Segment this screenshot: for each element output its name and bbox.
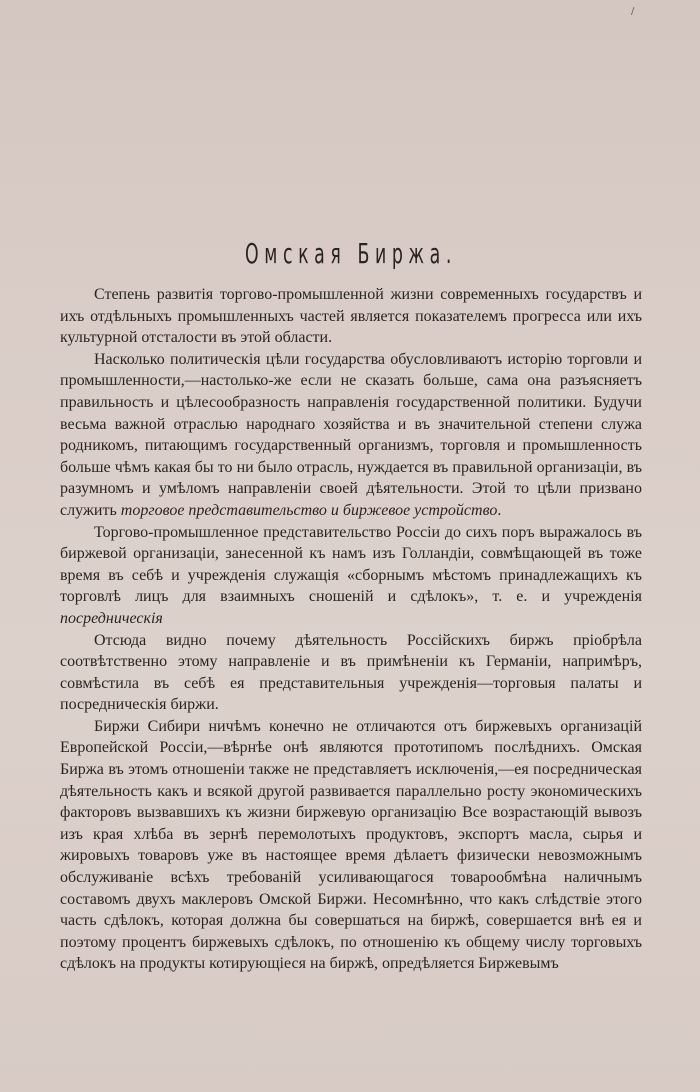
document-title: Омская Биржа. (245, 237, 457, 270)
paragraph-2-italic: торговое представительство и биржевое устройство (120, 501, 498, 519)
corner-mark: / (631, 6, 635, 17)
paragraph-4 (60, 630, 642, 716)
paragraph-5-text: Биржи Сибири ничѣмъ конечно не отличаются отъ биржевыхъ организацій Европейской Россіи,—вѣрнѣе онѣ являются прототипомъ послѣднихъ. Омская Биржа въ этомъ отношеніи также не представляетъ исключенія,—ея посредническая дѣятельность какъ и всякой другой развивается параллельно росту экономическихъ факторовъ вызвавшихъ къ жизни биржевую организацію Все возрастающій вывозъ изъ края хлѣба въ зернѣ перемолотыхъ продуктовъ, экспортъ масла, сырья и жировыхъ товаровъ уже въ настоящее время дѣлаетъ физически невозможнымъ обслуживаніе всѣхъ требованій усиливающагося товарообмѣна наличнымъ составомъ двухъ маклеровъ Омской Биржи. Несомнѣнно, что какъ слѣдствіе этого часть сдѣлокъ, которая должна бы совершаться на биржѣ, совершается внѣ ея и поэтому процентъ биржевыхъ сдѣлокъ, по отношенію къ общему числу торговыхъ сдѣлокъ на продукты котирующіеся на биржѣ, опредѣляется Биржевымъ (60, 717, 642, 973)
paragraph-3-text: Торгово-промышленное представительство Россіи до сихъ поръ выражалось въ биржевой организаціи, занесенной къ намъ изъ Голландіи, совмѣщающей въ тоже время въ себѣ и учрежденія служащія «сборнымъ мѣстомъ принадлежащихъ къ торговлѣ лицъ для взаимныхъ сношеній и сдѣлокъ», т. е. и учрежденія (60, 523, 642, 606)
paragraph-3-italic: посредническія (60, 609, 163, 627)
paragraph-5 (60, 716, 642, 975)
paragraph-2-tail: . (497, 501, 502, 519)
paragraph-2 (60, 349, 642, 522)
paragraph-2-text: Насколько политическія цѣли государства обусловливаютъ исторію торговли и промышленности,—настолько-же если не сказать больше, сама она разъясняетъ правильность и цѣлесообразность направленія государственной политики. Будучи весьма важной отраслью народнаго хозяйства и въ значительной степени служа родникомъ, питающимъ государственный организмъ, торговля и промышленность больше чѣмъ какая бы то ни было отрасль, нуждается въ правильной организаціи, въ разумномъ и умѣломъ направленіи своей дѣятельности. Этой то цѣли призвано служить (60, 350, 642, 519)
paragraph-4-text: Отсюда видно почему дѣятельность Россійскихъ биржъ пріобрѣла соотвѣтственно этому направленіе и въ примѣненіи къ Германіи, напримѣръ, совмѣстила въ себѣ ея представительныя учрежденія—торговыя палаты и посредническія биржи. (60, 631, 642, 714)
paragraph-1-text: Степень развитія торгово-промышленной жизни современныхъ государствъ и ихъ отдѣльныхъ промышленныхъ частей является показателемъ прогресса или ихъ культурной отсталости въ этой области. (60, 286, 642, 347)
paragraph-1 (60, 284, 642, 349)
paragraph-3 (60, 522, 642, 630)
document-body (60, 236, 642, 975)
